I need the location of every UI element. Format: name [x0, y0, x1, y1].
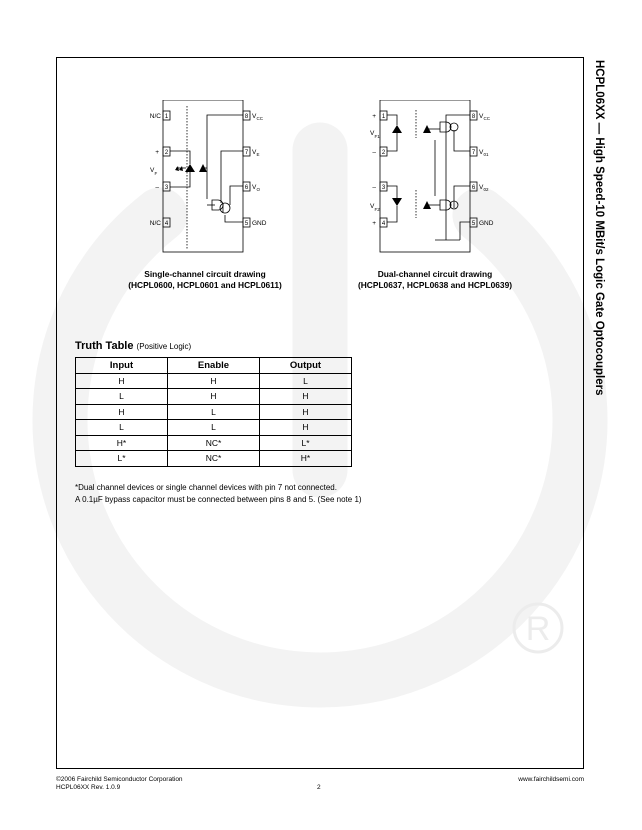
- cell-input: H*: [76, 435, 168, 451]
- dual-pin2-label: –: [372, 149, 376, 156]
- single-pin7-number: 7: [244, 150, 249, 156]
- single-pin4-number: 4: [164, 221, 169, 227]
- header-output: Output: [260, 358, 352, 374]
- note-dual-channel: *Dual channel devices or single channel devices with pin 7 not connected.: [75, 483, 337, 492]
- single-channel-caption: [100, 269, 310, 291]
- dual-pin8-label: V: [479, 113, 484, 120]
- table-row: [76, 420, 352, 436]
- dual-pin2-number: 2: [381, 150, 386, 156]
- dual-pin4-label: +: [372, 220, 376, 227]
- cell-enable: L: [168, 420, 260, 436]
- footer-left: [56, 776, 183, 792]
- single-caption-line1: Single-channel circuit drawing: [144, 269, 266, 279]
- cell-enable: NC*: [168, 451, 260, 467]
- single-pin4-label: N/C: [149, 220, 161, 227]
- dual-pin8-number: 8: [471, 114, 476, 120]
- dual-vf1-label: V: [370, 130, 375, 137]
- dual-caption-line2: (HCPL0637, HCPL0638 and HCPL0639): [357, 280, 513, 290]
- table-row: [76, 451, 352, 467]
- single-vf-sub: F: [154, 171, 158, 176]
- cell-output: L: [260, 373, 352, 389]
- dual-pin4-number: 4: [381, 221, 386, 227]
- dual-vf2-label: V: [370, 203, 375, 210]
- cell-output: H*: [260, 451, 352, 467]
- cell-output: H: [260, 404, 352, 420]
- single-vf-label: V: [150, 167, 155, 174]
- single-pin7-label: V: [252, 149, 257, 156]
- single-pin1-label: N/C: [149, 113, 161, 120]
- single-pin7-sub: E: [256, 152, 260, 157]
- footer-website[interactable]: www.fairchildsemi.com: [518, 776, 584, 783]
- single-pin1-number: 1: [164, 114, 169, 120]
- dual-caption-line1: Dual-channel circuit drawing: [377, 269, 493, 279]
- side-title: [589, 60, 609, 440]
- dual-pin5-label: GND: [479, 220, 494, 227]
- cell-input: H: [76, 373, 168, 389]
- cell-output: L*: [260, 435, 352, 451]
- footer-copyright: ©2006 Fairchild Semiconductor Corporation: [56, 776, 183, 783]
- dual-vf1-sub: F1: [374, 134, 380, 139]
- dual-pin7-number: 7: [471, 150, 476, 156]
- cell-input: L: [76, 420, 168, 436]
- single-pin3-number: 3: [164, 185, 169, 191]
- dual-pin1-number: 1: [381, 114, 386, 120]
- footer-page-number: 2: [317, 784, 321, 791]
- dual-pin7-sub: 01: [483, 152, 489, 157]
- single-channel-diagram: [130, 100, 280, 260]
- single-pin5-label: GND: [252, 220, 267, 227]
- dual-pin6-number: 6: [471, 185, 476, 191]
- cell-input: L: [76, 389, 168, 405]
- cell-output: H: [260, 389, 352, 405]
- single-pin6-label: V: [252, 184, 257, 191]
- side-title-text: HCPL06XX — High Speed-10 MBit/s Logic Gate Optocouplers: [593, 60, 605, 396]
- single-pin5-number: 5: [244, 221, 249, 227]
- note-bypass-capacitor: A 0.1µF bypass capacitor must be connected between pins 8 and 5. (See note 1): [75, 494, 362, 504]
- single-pin8-label: V: [252, 113, 257, 120]
- cell-enable: NC*: [168, 435, 260, 451]
- cell-output: H: [260, 420, 352, 436]
- dual-pin3-label: –: [372, 184, 376, 191]
- truth-table-heading: [75, 340, 191, 352]
- single-pin8-number: 8: [244, 114, 249, 120]
- single-pin6-number: 6: [244, 185, 249, 191]
- table-row: [76, 373, 352, 389]
- dual-pin6-sub: 02: [483, 187, 489, 192]
- table-row: [76, 389, 352, 405]
- single-pin2-number: 2: [164, 150, 169, 156]
- dual-pin6-label: V: [479, 184, 484, 191]
- notes: [75, 482, 362, 505]
- cell-input: L*: [76, 451, 168, 467]
- dual-pin1-label: +: [372, 113, 376, 120]
- cell-enable: H: [168, 373, 260, 389]
- cell-enable: H: [168, 389, 260, 405]
- table-row: [76, 404, 352, 420]
- cell-enable: L: [168, 404, 260, 420]
- dual-pin7-label: V: [479, 149, 484, 156]
- truth-table: [75, 357, 352, 467]
- dual-vf2-sub: F2: [374, 207, 380, 212]
- dual-pin5-number: 5: [471, 221, 476, 227]
- single-pin8-sub: CC: [256, 116, 263, 121]
- single-pin3-label: –: [155, 184, 159, 191]
- dual-channel-diagram: [350, 100, 510, 260]
- dual-channel-caption: [330, 269, 540, 291]
- dual-pin3-number: 3: [381, 185, 386, 191]
- table-header-row: [76, 358, 352, 374]
- truth-table-title: Truth Table: [75, 340, 134, 352]
- header-input: Input: [76, 358, 168, 374]
- table-row: [76, 435, 352, 451]
- single-caption-line2: (HCPL0600, HCPL0601 and HCPL0611): [128, 280, 282, 290]
- footer-revision: HCPL06XX Rev. 1.0.9: [56, 784, 121, 791]
- truth-table-subtitle: (Positive Logic): [136, 342, 192, 351]
- header-enable: Enable: [168, 358, 260, 374]
- single-pin2-label: +: [155, 149, 159, 156]
- dual-pin8-sub: CC: [483, 116, 490, 121]
- svg-text:R: R: [525, 610, 551, 648]
- single-pin6-sub: O: [256, 187, 261, 192]
- cell-input: H: [76, 404, 168, 420]
